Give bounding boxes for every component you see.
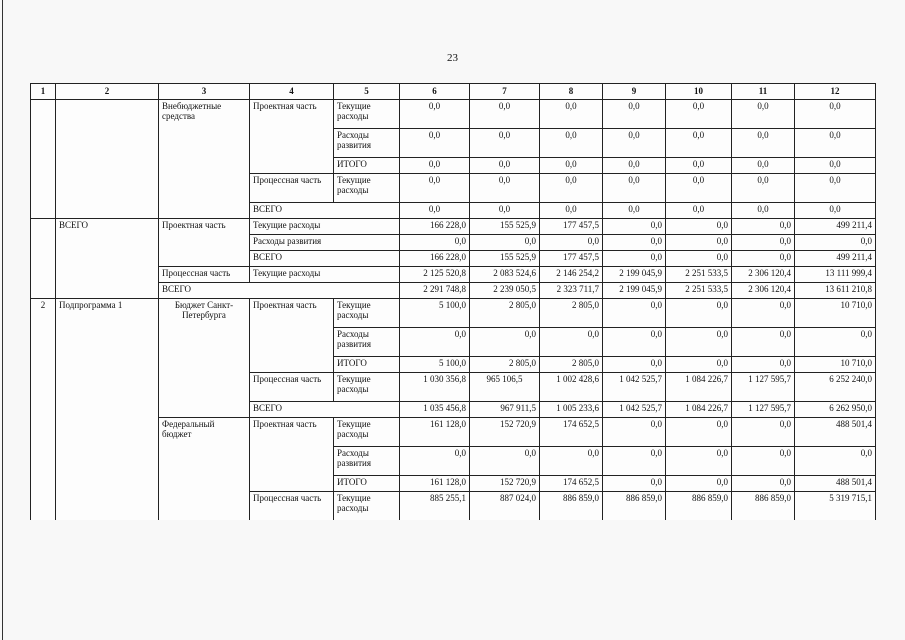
value-cell: 0,0: [795, 447, 876, 476]
value-cell: 0,0: [666, 299, 732, 328]
part-cell: Проектная часть: [159, 219, 250, 267]
expense-type-cell: Расходы развития: [250, 235, 400, 251]
value-cell: 0,0: [795, 129, 876, 158]
header-cell: 6: [400, 84, 470, 100]
value-cell: 0,0: [666, 219, 732, 235]
value-cell: 13 611 210,8: [795, 283, 876, 299]
value-cell: 6 252 240,0: [795, 373, 876, 402]
value-cell: 0,0: [540, 100, 603, 129]
funding-source-cell: Внебюджетные средства: [159, 100, 250, 219]
header-cell: 5: [334, 84, 400, 100]
value-cell: 0,0: [795, 203, 876, 219]
value-cell: 1 127 595,7: [732, 402, 795, 418]
value-cell: 0,0: [666, 100, 732, 129]
value-cell: 0,0: [540, 447, 603, 476]
value-cell: 886 859,0: [666, 492, 732, 521]
part-cell: Процессная часть: [250, 174, 334, 203]
part-cell: Проектная часть: [250, 418, 334, 492]
value-cell: 174 652,5: [540, 418, 603, 447]
expense-type-cell: Расходы развития: [334, 328, 400, 357]
value-cell: 0,0: [666, 328, 732, 357]
value-cell: 0,0: [470, 203, 540, 219]
expense-type-cell: ВСЕГО: [250, 251, 400, 267]
total-label-cell: ВСЕГО: [250, 402, 400, 418]
value-cell: 0,0: [540, 158, 603, 174]
budget-table: [30, 83, 876, 520]
part-cell: Процессная часть: [250, 373, 334, 402]
value-cell: 1 042 525,7: [603, 373, 666, 402]
table-row: [31, 299, 876, 328]
value-cell: 0,0: [603, 100, 666, 129]
value-cell: 0,0: [603, 447, 666, 476]
value-cell: 1 084 226,7: [666, 402, 732, 418]
value-cell: 965 106,5: [470, 373, 540, 402]
value-cell: 0,0: [400, 100, 470, 129]
expense-type-cell: Текущие расходы: [334, 299, 400, 328]
value-cell: 161 128,0: [400, 476, 470, 492]
program-name-cell: Подпрограмма 1: [56, 299, 159, 521]
value-cell: 0,0: [732, 299, 795, 328]
value-cell: 0,0: [603, 251, 666, 267]
value-cell: 0,0: [400, 158, 470, 174]
header-cell: 8: [540, 84, 603, 100]
value-cell: 5 100,0: [400, 299, 470, 328]
value-cell: 887 024,0: [470, 492, 540, 521]
value-cell: 0,0: [666, 158, 732, 174]
expense-type-cell: Расходы развития: [334, 129, 400, 158]
value-cell: 2 125 520,8: [400, 267, 470, 283]
page-edge-line: [2, 0, 3, 640]
value-cell: 2 805,0: [540, 299, 603, 328]
value-cell: 0,0: [603, 174, 666, 203]
value-cell: 2 251 533,5: [666, 267, 732, 283]
value-cell: 177 457,5: [540, 251, 603, 267]
value-cell: 886 859,0: [540, 492, 603, 521]
value-cell: 0,0: [732, 357, 795, 373]
value-cell: 0,0: [540, 129, 603, 158]
expense-type-cell: Текущие расходы: [334, 174, 400, 203]
value-cell: 0,0: [400, 328, 470, 357]
expense-type-cell: Текущие расходы: [334, 373, 400, 402]
value-cell: 0,0: [540, 174, 603, 203]
value-cell: 0,0: [603, 476, 666, 492]
header-cell: 9: [603, 84, 666, 100]
table-row: [31, 100, 876, 129]
table-row: [31, 219, 876, 235]
value-cell: 0,0: [400, 203, 470, 219]
value-cell: 2 251 533,5: [666, 283, 732, 299]
header-cell: 11: [732, 84, 795, 100]
value-cell: 161 128,0: [400, 418, 470, 447]
value-cell: 166 228,0: [400, 219, 470, 235]
expense-type-cell: Текущие расходы: [334, 492, 400, 521]
expense-type-cell: ИТОГО: [334, 158, 400, 174]
part-cell: Процессная часть: [159, 267, 250, 283]
total-label-cell: ВСЕГО: [250, 203, 400, 219]
value-cell: 0,0: [603, 158, 666, 174]
value-cell: 0,0: [470, 328, 540, 357]
value-cell: 0,0: [400, 235, 470, 251]
program-name-cell: [56, 100, 159, 219]
value-cell: 0,0: [795, 328, 876, 357]
value-cell: 152 720,9: [470, 476, 540, 492]
value-cell: 0,0: [732, 447, 795, 476]
value-cell: 0,0: [732, 219, 795, 235]
value-cell: 0,0: [666, 235, 732, 251]
value-cell: 2 291 748,8: [400, 283, 470, 299]
value-cell: 0,0: [666, 174, 732, 203]
value-cell: 2 199 045,9: [603, 283, 666, 299]
value-cell: 0,0: [603, 418, 666, 447]
value-cell: 5 319 715,1: [795, 492, 876, 521]
value-cell: 1 127 595,7: [732, 373, 795, 402]
value-cell: 1 002 428,6: [540, 373, 603, 402]
value-cell: 1 084 226,7: [666, 373, 732, 402]
value-cell: 0,0: [732, 476, 795, 492]
expense-type-cell: Текущие расходы: [334, 418, 400, 447]
value-cell: 0,0: [795, 100, 876, 129]
value-cell: 0,0: [795, 235, 876, 251]
value-cell: 10 710,0: [795, 357, 876, 373]
value-cell: 2 306 120,4: [732, 283, 795, 299]
value-cell: 967 911,5: [470, 402, 540, 418]
header-cell: 3: [159, 84, 250, 100]
value-cell: 0,0: [666, 418, 732, 447]
value-cell: 2 805,0: [470, 299, 540, 328]
value-cell: 0,0: [470, 235, 540, 251]
value-cell: 2 805,0: [540, 357, 603, 373]
value-cell: 885 255,1: [400, 492, 470, 521]
value-cell: 0,0: [540, 203, 603, 219]
value-cell: 1 035 456,8: [400, 402, 470, 418]
value-cell: 0,0: [603, 203, 666, 219]
value-cell: 0,0: [470, 100, 540, 129]
value-cell: 0,0: [666, 203, 732, 219]
header-cell: 1: [31, 84, 56, 100]
header-cell: 4: [250, 84, 334, 100]
value-cell: 0,0: [400, 129, 470, 158]
value-cell: 1 005 233,6: [540, 402, 603, 418]
value-cell: 0,0: [603, 357, 666, 373]
expense-type-cell: ИТОГО: [334, 476, 400, 492]
value-cell: 0,0: [795, 174, 876, 203]
value-cell: 5 100,0: [400, 357, 470, 373]
program-name-cell: ВСЕГО: [56, 219, 159, 299]
value-cell: 0,0: [540, 235, 603, 251]
value-cell: 0,0: [732, 129, 795, 158]
value-cell: 0,0: [603, 299, 666, 328]
value-cell: 0,0: [666, 129, 732, 158]
part-cell: Проектная часть: [250, 100, 334, 174]
value-cell: 2 083 524,6: [470, 267, 540, 283]
value-cell: 0,0: [732, 235, 795, 251]
value-cell: 499 211,4: [795, 219, 876, 235]
value-cell: 152 720,9: [470, 418, 540, 447]
value-cell: 0,0: [400, 174, 470, 203]
value-cell: 155 525,9: [470, 251, 540, 267]
value-cell: 0,0: [795, 158, 876, 174]
value-cell: 174 652,5: [540, 476, 603, 492]
value-cell: 499 211,4: [795, 251, 876, 267]
header-row: [31, 84, 876, 100]
expense-type-cell: Текущие расходы: [334, 100, 400, 129]
value-cell: 488 501,4: [795, 418, 876, 447]
value-cell: 0,0: [603, 219, 666, 235]
value-cell: 488 501,4: [795, 476, 876, 492]
value-cell: 0,0: [732, 418, 795, 447]
value-cell: 6 262 950,0: [795, 402, 876, 418]
value-cell: 0,0: [470, 174, 540, 203]
value-cell: 0,0: [603, 235, 666, 251]
value-cell: 0,0: [732, 100, 795, 129]
value-cell: 0,0: [603, 328, 666, 357]
value-cell: 0,0: [400, 447, 470, 476]
value-cell: 155 525,9: [470, 219, 540, 235]
value-cell: 886 859,0: [603, 492, 666, 521]
header-cell: 2: [56, 84, 159, 100]
header-cell: 7: [470, 84, 540, 100]
value-cell: 0,0: [666, 357, 732, 373]
value-cell: 177 457,5: [540, 219, 603, 235]
part-cell: Проектная часть: [250, 299, 334, 373]
value-cell: 0,0: [470, 129, 540, 158]
value-cell: 0,0: [540, 328, 603, 357]
value-cell: 2 199 045,9: [603, 267, 666, 283]
header-cell: 12: [795, 84, 876, 100]
value-cell: 0,0: [666, 447, 732, 476]
value-cell: 0,0: [470, 447, 540, 476]
value-cell: 166 228,0: [400, 251, 470, 267]
row-number-cell: 2: [31, 299, 56, 521]
value-cell: 13 111 999,4: [795, 267, 876, 283]
expense-type-cell: ИТОГО: [334, 357, 400, 373]
expense-type-cell: Расходы развития: [334, 447, 400, 476]
value-cell: 0,0: [732, 174, 795, 203]
row-number-cell: [31, 219, 56, 299]
value-cell: 0,0: [603, 129, 666, 158]
page-number: 23: [447, 52, 458, 64]
value-cell: 0,0: [732, 203, 795, 219]
value-cell: 2 323 711,7: [540, 283, 603, 299]
value-cell: 2 805,0: [470, 357, 540, 373]
funding-source-cell: Бюджет Санкт-Петербурга: [159, 299, 250, 418]
value-cell: 0,0: [732, 158, 795, 174]
value-cell: 2 306 120,4: [732, 267, 795, 283]
total-label-cell: ВСЕГО: [159, 283, 400, 299]
value-cell: 1 030 356,8: [400, 373, 470, 402]
expense-type-cell: Текущие расходы: [250, 267, 400, 283]
funding-source-cell: Федеральный бюджет: [159, 418, 250, 521]
value-cell: 0,0: [470, 158, 540, 174]
value-cell: 886 859,0: [732, 492, 795, 521]
expense-type-cell: Текущие расходы: [250, 219, 400, 235]
row-number-cell: [31, 100, 56, 219]
value-cell: 0,0: [732, 328, 795, 357]
value-cell: 10 710,0: [795, 299, 876, 328]
value-cell: 2 146 254,2: [540, 267, 603, 283]
part-cell: Процессная часть: [250, 492, 334, 521]
value-cell: 1 042 525,7: [603, 402, 666, 418]
value-cell: 2 239 050,5: [470, 283, 540, 299]
header-cell: 10: [666, 84, 732, 100]
value-cell: 0,0: [666, 476, 732, 492]
value-cell: 0,0: [732, 251, 795, 267]
value-cell: 0,0: [666, 251, 732, 267]
